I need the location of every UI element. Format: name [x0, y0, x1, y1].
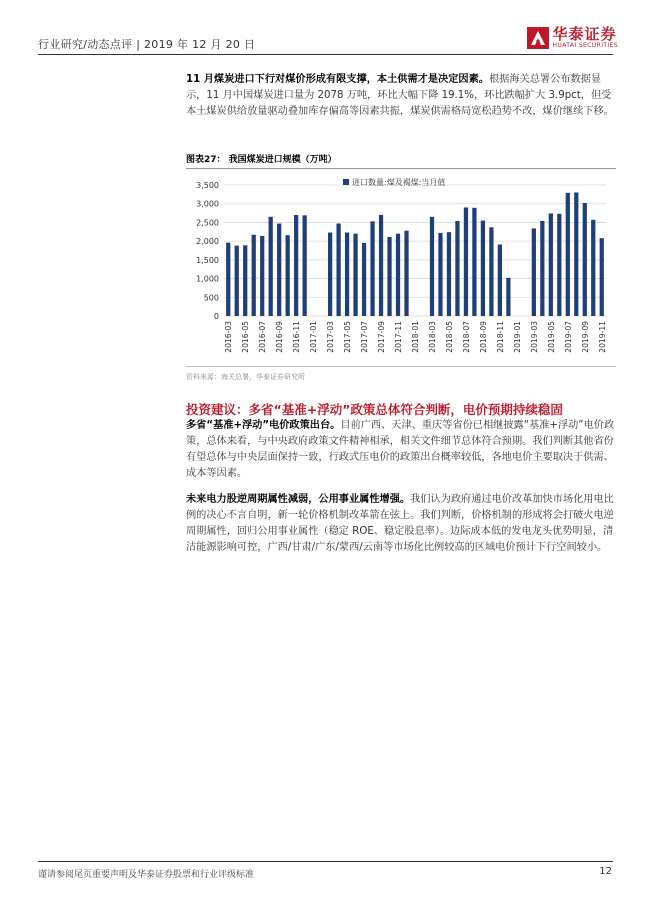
x-tick-label: 2016-07: [258, 321, 268, 353]
x-tick-label: 2018-03: [427, 321, 437, 353]
section-title: 投资建议：多省“基准+浮动”政策总体符合判断，电价预期持续稳固: [186, 402, 563, 417]
bar-2016-09: [277, 224, 281, 316]
x-tick-label: 2019-09: [580, 321, 590, 353]
y-tick-label: 0: [213, 312, 219, 321]
bar-2019-07: [566, 193, 570, 316]
outlook-paragraph: [186, 492, 616, 556]
intro-body: 根据海关总署公布数据显示，11 月中国煤炭进口量为 2078 万吨，环比大幅下降 19.1%，环比跌幅扩大 3.9pct，但受本土煤炭供给放量驱动叠加库存偏高等因素共振，煤炭供需格局宽松趋势不改，煤价继续下移。: [186, 74, 614, 117]
x-tick-label: 2017-11: [394, 321, 404, 353]
x-tick-label: 2016-11: [292, 321, 302, 353]
figure-title: 图表27： 我国煤炭进口规模（万吨）: [186, 155, 337, 165]
bar-2018-12: [506, 278, 510, 316]
legend-swatch: [343, 179, 349, 185]
bar-2016-11: [294, 215, 298, 316]
x-tick-label: 2016-09: [275, 321, 285, 353]
x-tick-label: 2016-03: [224, 321, 234, 353]
bar-2017-04: [336, 224, 340, 316]
bar-2016-12: [303, 215, 307, 316]
bar-2016-06: [252, 235, 256, 316]
x-tick-label: 2017-07: [360, 321, 370, 353]
x-tick-label: 2018-11: [495, 321, 505, 353]
brand-name-cn: 华泰证券: [552, 25, 617, 43]
bar-2018-08: [472, 208, 476, 316]
bar-2017-03: [328, 233, 332, 316]
y-tick-label: 1,000: [196, 274, 219, 284]
bar-2017-06: [353, 234, 357, 316]
y-tick-label: 500: [203, 293, 219, 303]
x-tick-label: 2018-07: [461, 321, 471, 353]
bar-2019-06: [557, 214, 561, 316]
x-tick-label: 2017-05: [343, 321, 353, 353]
figure-bottom-rule: [186, 366, 616, 367]
page-header: [38, 25, 618, 66]
y-tick-label: 2,500: [196, 218, 219, 228]
bar-2017-10: [387, 237, 391, 316]
bar-2019-04: [540, 221, 544, 316]
y-tick-label: 2,000: [196, 237, 219, 247]
bar-2019-10: [591, 220, 595, 316]
huatai-logo-icon: [527, 27, 549, 49]
bar-2019-11: [600, 238, 604, 316]
outlook-body: 我们认为政府通过电价改革加快市场化用电比例的决心不言自明，新一轮价格机制改革箭在弦上。我们判断，价格机制的形成将会打破火电逆周期属性，回归公用事业属性（稳定 ROE、稳定股息率）。边际成本低的发电龙头优势明显，清洁能源影响可控，广西/甘肃/广东/蒙西/云南等市场化比例较高的区域电价预计下行空间较小。: [186, 494, 614, 553]
x-tick-label: 2018-01: [411, 321, 420, 353]
x-tick-label: 2019-03: [529, 321, 539, 353]
x-tick-label: 2019-01: [512, 321, 522, 353]
x-tick-label: 2018-09: [478, 321, 488, 353]
policy-body: 目前广西、天津、重庆等省份已相继披露“基准+浮动”电价政策，总体来看，与中央政府政策文件精神相承，相关文件细节总体符合预期。我们判断其他省份有望总体与中央层面保持一致，行政式压电价的政策出台概率较低，各地电价主要取决于供需、成本等因素。: [186, 420, 615, 479]
footer-divider: [38, 861, 613, 862]
bar-2019-08: [574, 192, 578, 316]
brand-name-en: HUATAI SECURITIES: [552, 42, 618, 49]
bar-2017-12: [404, 231, 408, 316]
bar-2017-07: [362, 243, 366, 316]
x-tick-label: 2019-05: [546, 321, 556, 353]
y-tick-label: 3,500: [196, 181, 219, 190]
report-meta: 行业研究/动态点评 | 2019 年 12 月 20 日: [38, 38, 256, 51]
bar-2019-09: [583, 203, 587, 316]
header-divider: [38, 54, 613, 55]
x-tick-label: 2018-05: [444, 321, 454, 353]
x-tick-label: 2019-07: [563, 321, 573, 353]
y-tick-label: 1,500: [196, 255, 219, 265]
x-tick-label: 2017-01: [309, 321, 319, 353]
bar-2016-08: [269, 217, 273, 316]
bar-2018-06: [455, 221, 459, 316]
x-tick-label: 2019-11: [597, 321, 607, 353]
y-tick-label: 3,000: [196, 199, 219, 209]
bar-2018-05: [447, 232, 451, 316]
bar-2016-03: [226, 243, 230, 316]
bar-2019-03: [532, 228, 536, 316]
policy-paragraph: [186, 418, 616, 482]
bar-2017-08: [370, 221, 374, 316]
brand-logo: [527, 26, 618, 50]
bar-2018-07: [464, 207, 468, 316]
bar-2018-11: [498, 245, 502, 316]
bar-2016-10: [286, 235, 290, 316]
bar-2019-05: [549, 213, 553, 316]
legend-label: 进口数量:煤及褐煤:当月值: [352, 178, 446, 187]
intro-paragraph: [186, 72, 616, 120]
policy-lead: 多省“基准+浮动”电价政策出台。: [186, 420, 341, 431]
bar-2018-04: [438, 233, 442, 316]
bar-2018-03: [430, 217, 434, 316]
bar-2017-09: [379, 215, 383, 316]
figure-top-rule: [186, 168, 616, 169]
footer-disclaimer: 谨请参阅尾页重要声明及华泰证券股票和行业评级标准: [38, 870, 255, 880]
intro-lead: 11 月煤炭进口下行对煤价形成有限支撑，本土供需才是决定因素。: [186, 74, 489, 85]
bar-2016-07: [260, 236, 264, 316]
x-tick-label: 2016-05: [241, 321, 251, 353]
bar-2018-10: [489, 227, 493, 316]
page-number: 12: [599, 866, 612, 877]
coal-import-chart: [186, 170, 616, 366]
bar-2017-11: [396, 234, 400, 316]
outlook-lead: 未来电力股逆周期属性减弱，公用事业属性增强。: [186, 494, 411, 505]
bar-2016-05: [243, 245, 247, 316]
x-tick-label: 2017-03: [326, 321, 336, 353]
bar-2018-09: [481, 221, 485, 316]
bar-2016-04: [235, 246, 239, 316]
bar-2017-05: [345, 233, 349, 316]
figure-source: 资料来源：海关总署，华泰证券研究所: [186, 373, 305, 381]
x-tick-label: 2017-09: [377, 321, 387, 353]
